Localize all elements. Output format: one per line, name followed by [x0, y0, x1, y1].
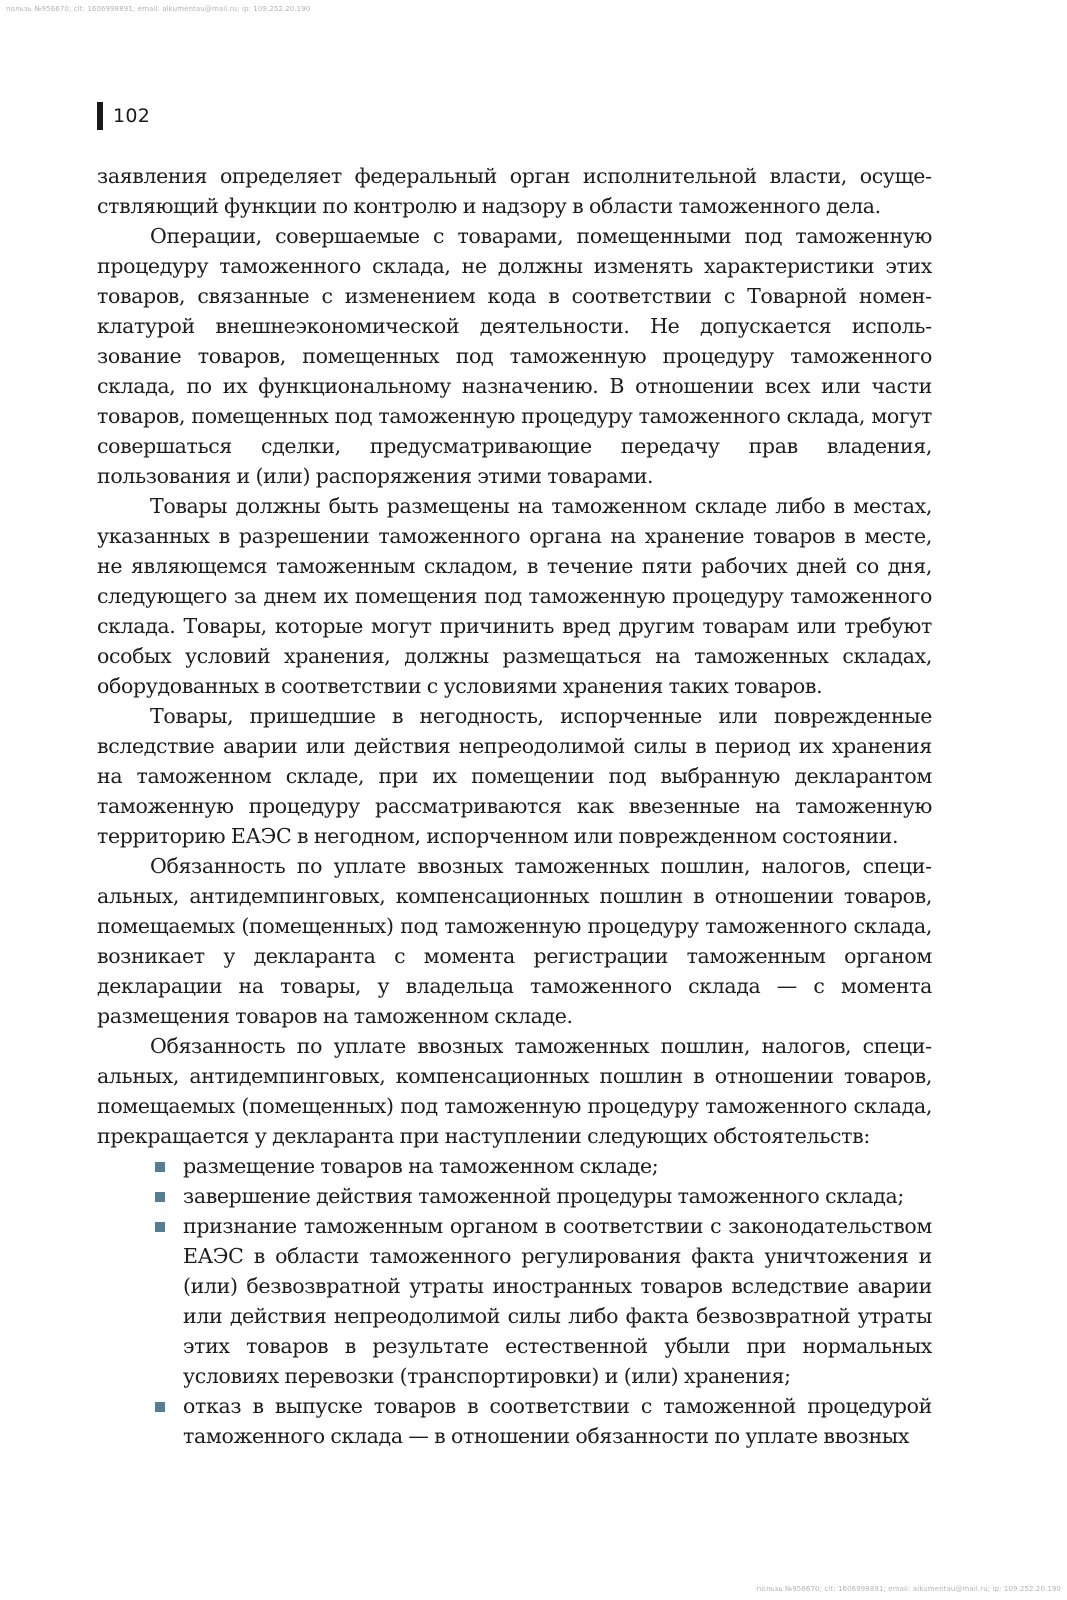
list-item — [183, 1151, 932, 1181]
circumstances-list — [97, 1151, 932, 1451]
watermark-top: пользь №956670; clt: 1606998891; email: alkumentau@mail.ru; ip: 109.252.20.190 — [6, 5, 311, 13]
list-item — [183, 1391, 932, 1451]
list-item-text: отказ в выпуске товаров в соответствии с таможенной процедурой таможенного склада — в отношении обязанности по уплате ввозных — [183, 1394, 932, 1448]
page-header — [97, 102, 150, 130]
list-item — [183, 1181, 932, 1211]
page-number: 102 — [113, 105, 151, 127]
square-bullet-icon — [155, 1402, 165, 1412]
page-body — [97, 161, 932, 1451]
list-item-text: признание таможенным органом в соответствии с законодательством ЕАЭС в области таможенного регулирования факта уничтожения и (или) безвозвратной утраты иностранных товаров вследствие аварии или действия непреодолимой силы либо факта безвозвратной утраты этих товаров в результате естественной убыли при нормальных условиях перевозки (транспортировки) и (или) хранения; — [183, 1214, 932, 1388]
paragraph: Товары, пришедшие в негодность, испорченные или поврежденные вследствие аварии или действия непреодолимой силы в период их хранения на таможенном складе, при их помещении под выбранную декларантом таможенную процедуру рассматриваются как ввезенные на таможенную территорию ЕАЭС в негодном, испорченном или поврежденном состоянии. — [97, 704, 932, 848]
square-bullet-icon — [155, 1222, 165, 1232]
paragraph: Обязанность по уплате ввозных таможенных пошлин, налогов, специальных, антидемпинговых, компенсационных пошлин в отношении товаров, помещаемых (помещенных) под таможенную процедуру таможенного склада, возникает у декларанта с момента регистрации таможенным органом декларации на товары, у владельца таможенного склада — с момента размещения товаров на таможенном складе. — [97, 854, 932, 1028]
paragraph: Товары должны быть размещены на таможенном складе либо в местах, указанных в разрешении таможенного органа на хранение товаров в месте, не являющемся таможенным складом, в течение пяти рабочих дней со дня, следующего за днем их помещения под таможенную процедуру таможенного склада. Товары, которые могут причинить вред другим товарам или требуют особых условий хранения, должны размещаться на таможенных складах, оборудованных в соответствии с условиями хранения таких товаров. — [97, 494, 932, 698]
paragraph: Обязанность по уплате ввозных таможенных пошлин, налогов, специальных, антидемпинговых, компенсационных пошлин в отношении товаров, помещаемых (помещенных) под таможенную процедуру таможенного склада, прекращается у декларанта при наступлении следующих обстоятельств: — [97, 1034, 932, 1148]
paragraph: Операции, совершаемые с товарами, помещенными под таможенную процедуру таможенного склада, не должны изменять характеристики этих товаров, связанные с изменением кода в соответствии с Товарной номенклатурой внешнеэкономической деятельности. Не допускается использование товаров, помещенных под таможенную процедуру таможенного склада, по их функциональному назначению. В отношении всех или части товаров, помещенных под таможенную процедуру таможенного склада, могут совершаться сделки, предусматривающие передачу прав владения, пользования и (или) распоряжения этими товарами. — [97, 224, 932, 488]
list-item-text: завершение действия таможенной процедуры таможенного склада; — [183, 1184, 904, 1208]
list-item-text: размещение товаров на таможенном складе; — [183, 1154, 659, 1178]
header-bar — [97, 102, 103, 130]
square-bullet-icon — [155, 1162, 165, 1172]
list-item — [183, 1211, 932, 1391]
square-bullet-icon — [155, 1192, 165, 1202]
paragraph-continued: заявления определяет федеральный орган исполнительной власти, осуществляющий функции по контролю и надзору в области таможенного дела. — [97, 164, 932, 218]
watermark-bottom: пользь №956670; clt: 1606998891; email: alkumentau@mail.ru; ip: 109.252.20.190 — [756, 1585, 1061, 1593]
